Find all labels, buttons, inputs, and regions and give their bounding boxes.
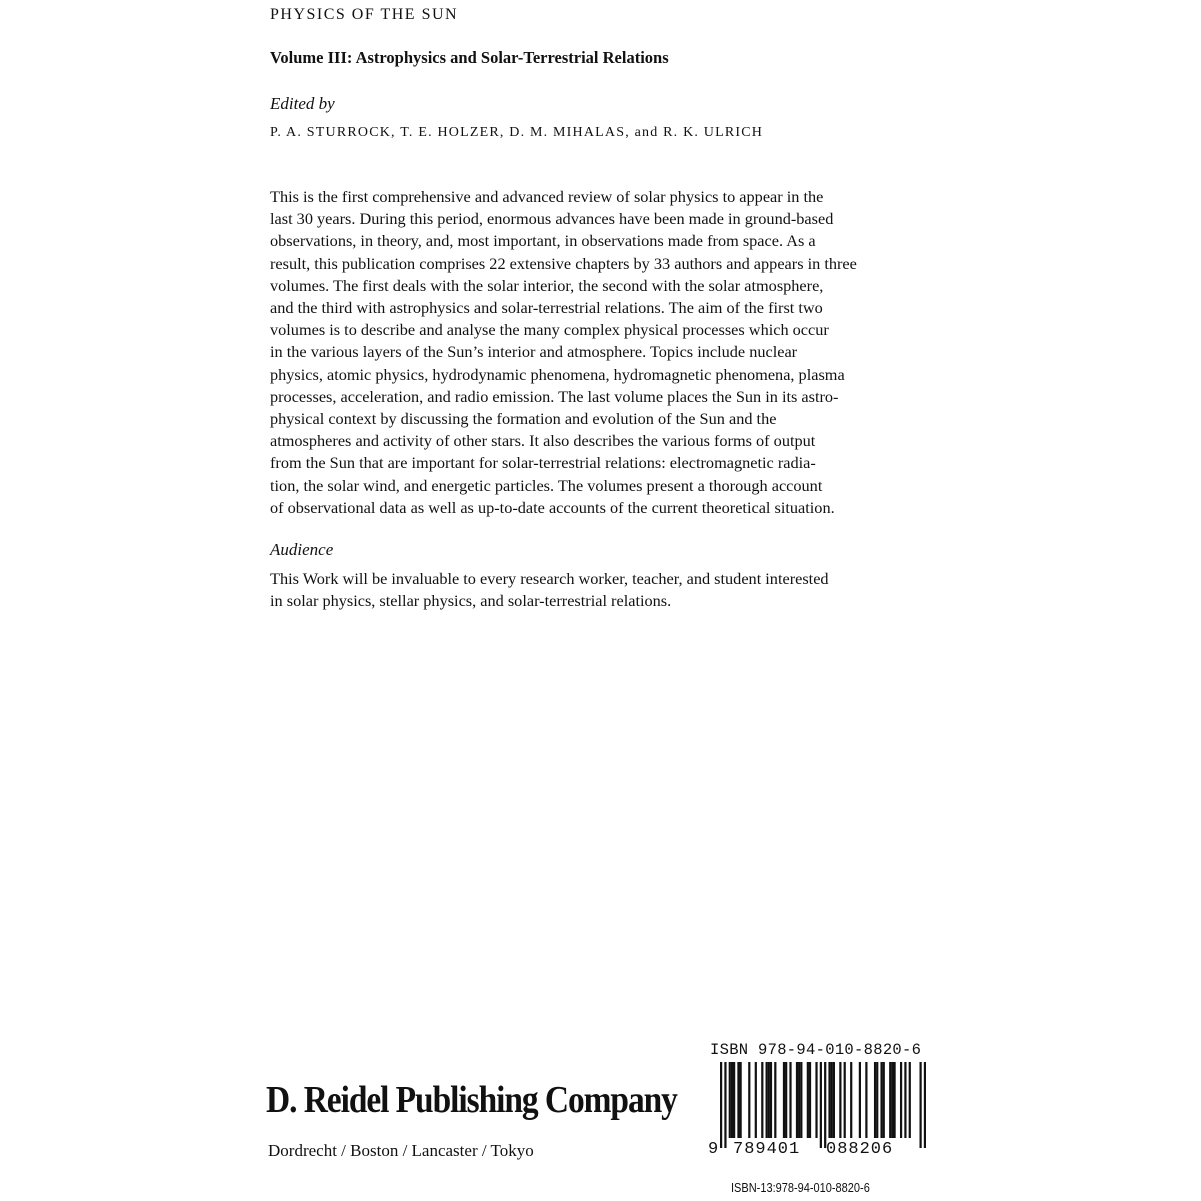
barcode-bar xyxy=(844,1062,846,1138)
isbn-top-label: ISBN 978-94-010-8820-6 xyxy=(710,1041,922,1059)
barcode-bar xyxy=(831,1062,833,1138)
barcode-left-digits: 789401 xyxy=(733,1140,801,1159)
barcode-bar xyxy=(807,1062,809,1138)
description-line: in the various layers of the Sun’s interior and atmosphere. Topics include nuclear xyxy=(270,342,798,362)
publisher-cities: Dordrecht / Boston / Lancaster / Tokyo xyxy=(268,1141,534,1160)
barcode-bar xyxy=(789,1062,791,1138)
barcode-bar xyxy=(900,1062,902,1138)
barcode-right-digits: 088206 xyxy=(826,1140,894,1159)
barcode-bar xyxy=(889,1062,891,1138)
barcode-bar xyxy=(798,1062,800,1138)
barcode-bar xyxy=(904,1062,906,1138)
barcode-bar xyxy=(770,1062,772,1138)
description-line: and the third with astrophysics and solar-terrestrial relations. The aim of the first two xyxy=(270,298,823,318)
barcode-bar xyxy=(924,1062,926,1148)
barcode-bars xyxy=(720,1062,926,1148)
barcode-bar xyxy=(883,1062,885,1138)
barcode-bar xyxy=(833,1062,835,1138)
barcode-bar xyxy=(766,1062,768,1138)
barcode-bar xyxy=(909,1062,911,1138)
barcode-bar xyxy=(824,1062,826,1148)
barcode-bar xyxy=(800,1062,802,1138)
description-paragraph xyxy=(270,186,950,519)
description-line: from the Sun that are important for solar-terrestrial relations: electromagnetic radia- xyxy=(270,453,816,473)
barcode-bar xyxy=(729,1062,731,1138)
barcode-bar xyxy=(919,1062,921,1148)
edited-by-label: Edited by xyxy=(270,94,335,113)
barcode-bar xyxy=(720,1062,722,1148)
description-line: This is the first comprehensive and advanced review of solar physics to appear in the xyxy=(270,187,824,206)
description-line: volumes is to describe and analyse the many complex physical processes which occur xyxy=(270,320,829,340)
barcode-bar xyxy=(865,1062,867,1138)
volume-title: Volume III: Astrophysics and Solar-Terrestrial Relations xyxy=(270,48,669,67)
series-title: PHYSICS OF THE SUN xyxy=(270,6,459,23)
description-line: volumes. The first deals with the solar interior, the second with the solar atmosphere, xyxy=(270,275,824,295)
barcode-bar xyxy=(731,1062,733,1138)
barcode-bar xyxy=(755,1062,757,1138)
description-line: physical context by discussing the formation and evolution of the Sun and the xyxy=(270,409,777,429)
barcode-bar xyxy=(880,1062,882,1138)
barcode-bar xyxy=(724,1062,726,1148)
description-line: physics, atomic physics, hydrodynamic phenomena, hydromagnetic phenomena, plasma xyxy=(270,364,845,384)
isbn-bottom-label: ISBN-13:978-94-010-8820-6 xyxy=(731,1181,870,1195)
barcode-image xyxy=(720,1062,926,1148)
barcode-bar xyxy=(733,1062,735,1138)
barcode-bar xyxy=(893,1062,895,1138)
description-line: of observational data as well as up-to-date accounts of the current theoretical situation. xyxy=(270,497,835,517)
audience-paragraph xyxy=(270,568,829,612)
barcode-bar xyxy=(815,1062,817,1138)
description-line: result, this publication comprises 22 extensive chapters by 33 authors and appears in three xyxy=(270,253,857,273)
publisher-name: D. Reidel Publishing Company xyxy=(266,1079,677,1121)
barcode-bar xyxy=(828,1062,830,1138)
barcode-bar xyxy=(796,1062,798,1138)
barcode-bar xyxy=(839,1062,841,1138)
description-line: observations, in theory, and, most important, in observations made from space. As a xyxy=(270,231,816,251)
barcode-bar xyxy=(859,1062,861,1138)
description-line: processes, acceleration, and radio emission. The last volume places the Sun in its astro- xyxy=(270,386,839,406)
editors-list: P. A. STURROCK, T. E. HOLZER, D. M. MIHALAS, and R. K. ULRICH xyxy=(270,125,764,140)
description-line: last 30 years. During this period, enormous advances have been made in ground-based xyxy=(270,209,834,229)
audience-line: This Work will be invaluable to every research worker, teacher, and student interested xyxy=(270,569,829,588)
barcode-bar xyxy=(768,1062,770,1138)
barcode-bar xyxy=(891,1062,893,1138)
barcode-bar xyxy=(809,1062,811,1138)
barcode-bar xyxy=(785,1062,787,1138)
barcode-bar xyxy=(761,1062,763,1138)
barcode-bar xyxy=(748,1062,750,1138)
barcode-bar xyxy=(874,1062,876,1138)
barcode-bar xyxy=(876,1062,878,1138)
barcode-bar xyxy=(850,1062,852,1138)
description-line: atmospheres and activity of other stars. It also describes the various forms of output xyxy=(270,431,816,451)
barcode-bar xyxy=(737,1062,739,1138)
description-line: tion, the solar wind, and energetic particles. The volumes present a thorough account xyxy=(270,475,823,495)
barcode-bar xyxy=(820,1062,822,1148)
audience-heading: Audience xyxy=(270,540,334,559)
audience-line: in solar physics, stellar physics, and solar-terrestrial relations. xyxy=(270,591,672,611)
barcode-bar xyxy=(774,1062,776,1138)
barcode-bar xyxy=(783,1062,785,1138)
barcode-bar xyxy=(740,1062,742,1138)
barcode-first-digit: 9 xyxy=(708,1140,719,1159)
